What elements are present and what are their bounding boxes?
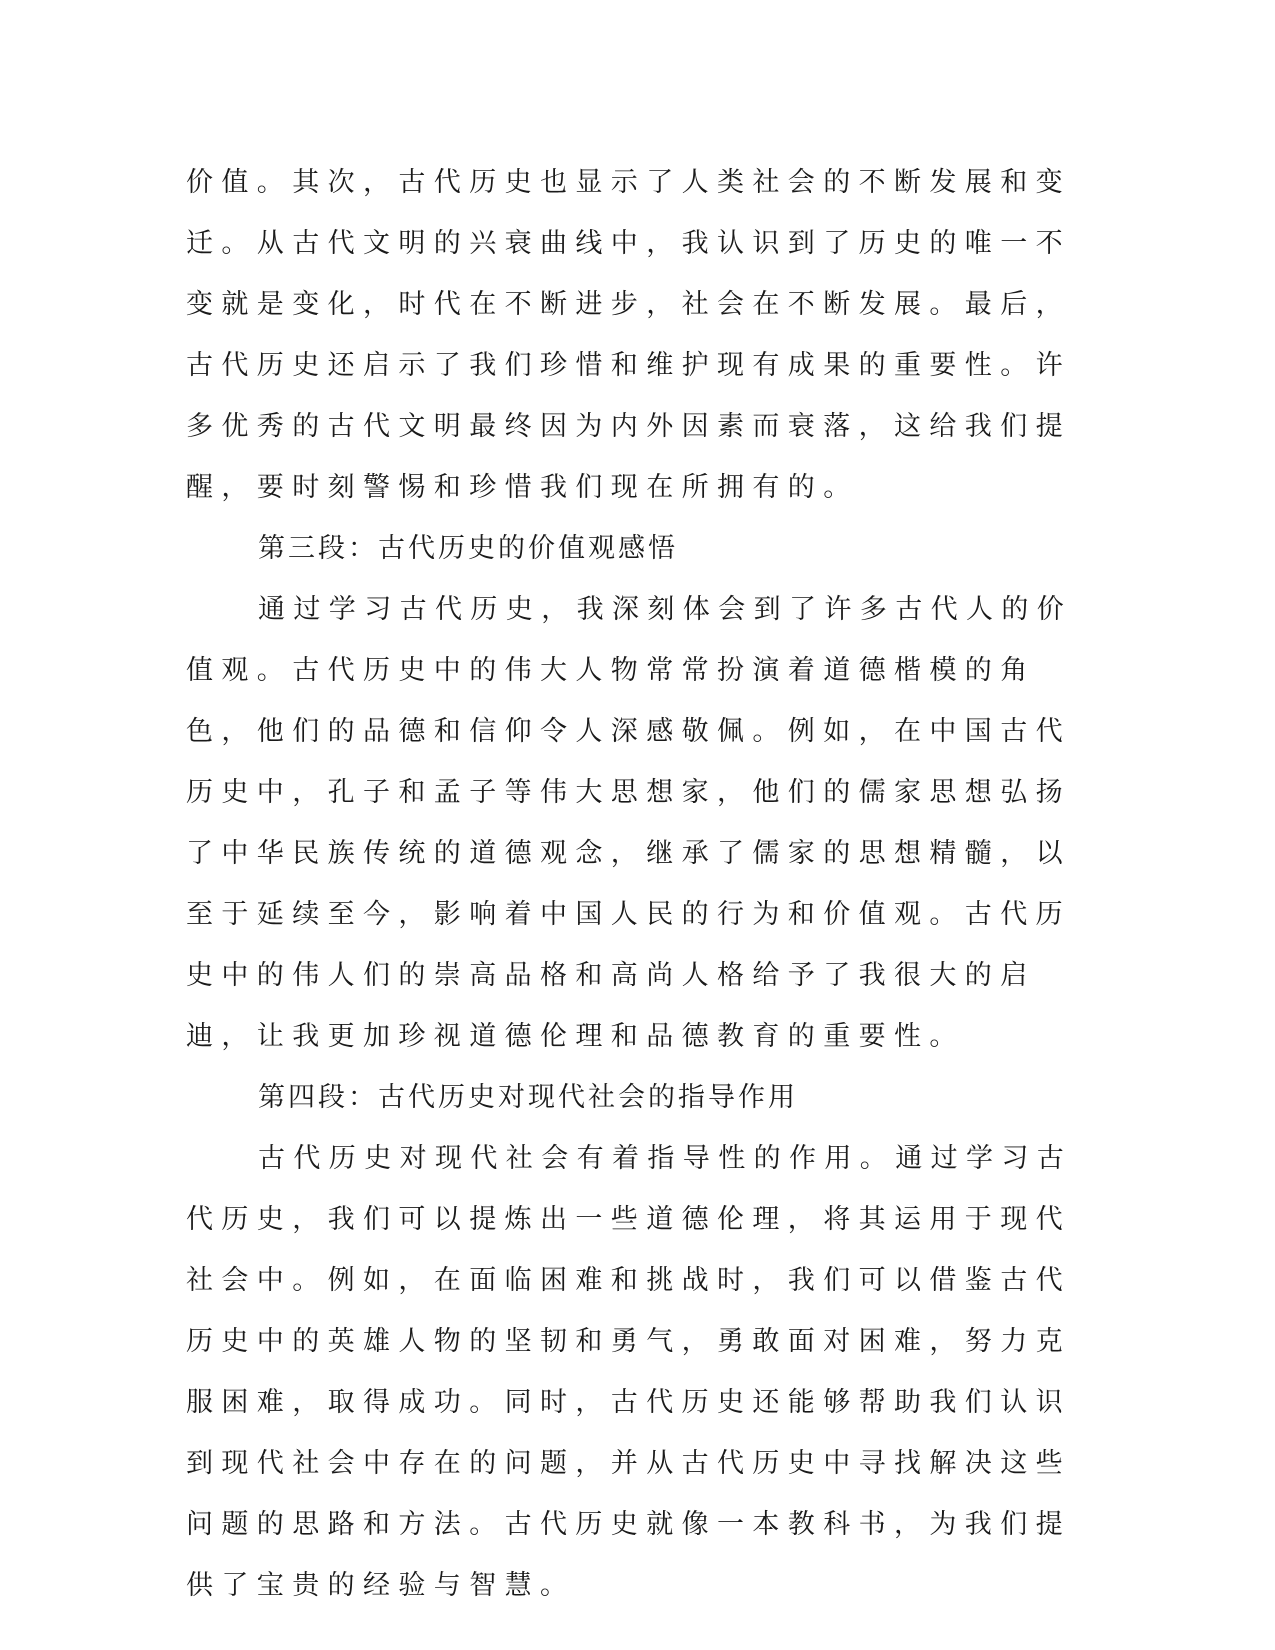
document-body bbox=[186, 152, 1086, 1616]
section-heading-3: 第三段：古代历史的价值观感悟 bbox=[258, 533, 678, 564]
body-paragraph-2: 通过学习古代历史，我深刻体会到了许多古代人的价值观。古代历史中的伟大人物常常扮演着道德楷模的角色，他们的品德和信仰令人深感敬佩。例如，在中国古代历史中，孔子和孟子等伟大思想家，他们的儒家思想弘扬了中华民族传统的道德观念，继承了儒家的思想精髓，以至于延续至今，影响着中国人民的行为和价值观。古代历史中的伟人们的崇高品格和高尚人格给予了我很大的启迪，让我更加珍视道德伦理和品德教育的重要性。 bbox=[186, 594, 1073, 1052]
section-heading-4: 第四段：古代历史对现代社会的指导作用 bbox=[258, 1082, 798, 1113]
body-paragraph-3: 古代历史对现代社会有着指导性的作用。通过学习古代历史，我们可以提炼出一些道德伦理，将其运用于现代社会中。例如，在面临困难和挑战时，我们可以借鉴古代历史中的英雄人物的坚韧和勇气，勇敢面对困难，努力克服困难，取得成功。同时，古代历史还能够帮助我们认识到现代社会中存在的问题，并从古代历史中寻找解决这些问题的思路和方法。古代历史就像一本教科书，为我们提供了宝贵的经验与智慧。 bbox=[186, 1143, 1073, 1601]
body-paragraph-1: 价值。其次，古代历史也显示了人类社会的不断发展和变迁。从古代文明的兴衰曲线中，我认识到了历史的唯一不变就是变化，时代在不断进步，社会在不断发展。最后，古代历史还启示了我们珍惜和维护现有成果的重要性。许多优秀的古代文明最终因为内外因素而衰落，这给我们提醒，要时刻警惕和珍惜我们现在所拥有的。 bbox=[186, 167, 1071, 503]
